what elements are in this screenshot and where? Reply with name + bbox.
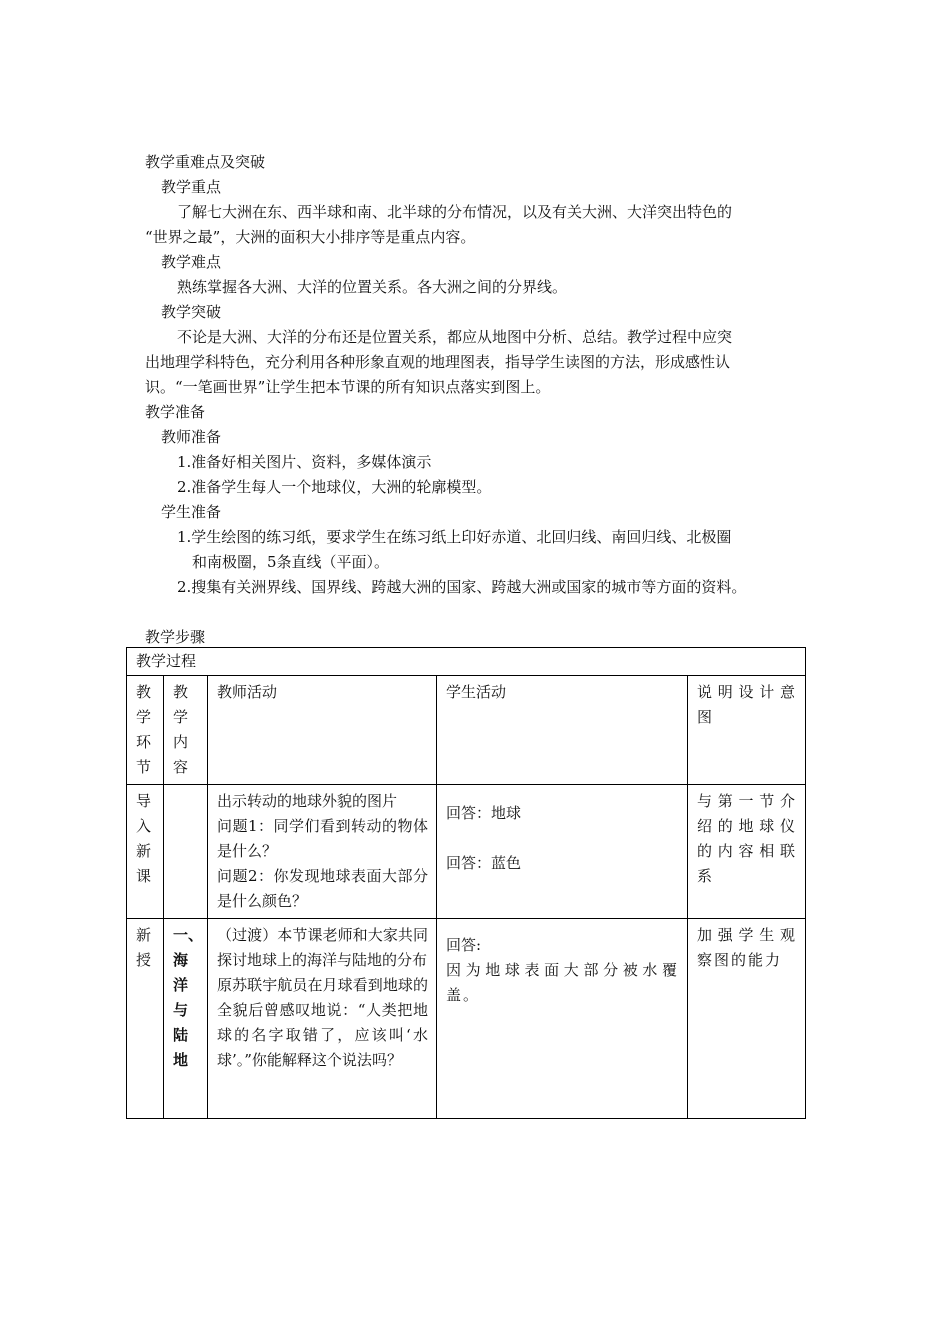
focus-text-line-2: “世界之最”，大洲的面积大小排序等是重点内容。: [145, 228, 476, 246]
table-header-row: [127, 676, 806, 785]
heading-breakthrough: 教学突破: [161, 303, 222, 321]
heading-student-prep: 学生准备: [161, 503, 222, 521]
row1-student-answer-1: 回答：地球: [446, 804, 522, 822]
row2-student-answer-label: 回答:: [446, 936, 482, 954]
breakthrough-text-line-1: 不论是大洲、大洋的分布还是位置关系，都应从地图中分析、总结。教学过程中应突: [177, 328, 733, 346]
breakthrough-text-line-3: 识。“一笔画世界”让学生把本节课的所有知识点落实到图上。: [145, 378, 551, 396]
row1-student-activity: [437, 785, 688, 919]
lesson-steps-table: [126, 647, 806, 1119]
focus-text-line-1: 了解七大洲在东、西半球和南、北半球的分布情况，以及有关大洲、大洋突出特色的: [177, 203, 733, 221]
header-content: 教学内容: [164, 676, 208, 785]
table-row: [127, 785, 806, 919]
header-design-intent: 说明设计意图: [688, 676, 806, 785]
table-title-row: [127, 648, 806, 676]
student-prep-item-1-line-2: 和南极圈，5条直线（平面）。: [192, 553, 390, 571]
difficulty-text: 熟练掌握各大洲、大洋的位置关系。各大洲之间的分界线。: [177, 278, 568, 296]
row1-student-answer-2: 回答：蓝色: [446, 854, 522, 872]
student-prep-item-2: 2.搜集有关洲界线、国界线、跨越大洲的国家、跨越大洲或国家的城市等方面的资料。: [177, 578, 747, 596]
heading-key-points: 教学重难点及突破: [145, 153, 266, 171]
breakthrough-text-line-2: 出地理学科特色，充分利用各种形象直观的地理图表，指导学生读图的方法，形成感性认: [145, 353, 731, 371]
teacher-prep-item-2: 2.准备学生每人一个地球仪，大洲的轮廓模型。: [177, 478, 492, 496]
row2-student-answer: 因为地球表面大部分被水覆盖。: [446, 961, 679, 1004]
student-prep-item-1-line-1: 1.学生绘图的练习纸，要求学生在练习纸上印好赤道、北回归线、南回归线、北极圈: [177, 528, 732, 546]
row2-teacher-activity: （过渡）本节课老师和大家共同探讨地球上的海洋与陆地的分布 原苏联宇航员在月球看到地球的全貌后曾感叹地说：“人类把地球的名字取错了，应该叫‘水球’。”你能解释这个说法吗？: [208, 919, 437, 1119]
row2-student-activity: [437, 919, 688, 1119]
table-row: [127, 919, 806, 1119]
heading-focus: 教学重点: [161, 178, 222, 196]
row1-stage: 导入新课: [127, 785, 164, 919]
row2-design-intent: 加强学生观察图的能力: [688, 919, 806, 1119]
row2-stage: 新授: [127, 919, 164, 1119]
heading-steps: 教学步骤: [145, 628, 206, 646]
header-stage: 教学环节: [127, 676, 164, 785]
heading-preparation: 教学准备: [145, 403, 206, 421]
row2-content: 一、海洋与陆地: [164, 919, 208, 1119]
row1-content: [164, 785, 208, 919]
heading-difficulty: 教学难点: [161, 253, 222, 271]
table-title: 教学过程: [127, 648, 806, 676]
row1-teacher-activity: 出示转动的地球外貌的图片 问题1：同学们看到转动的物体是什么？ 问题2：你发现地球表面大部分是什么颜色？: [208, 785, 437, 919]
teacher-prep-item-1: 1.准备好相关图片、资料，多媒体演示: [177, 453, 432, 471]
row1-design-intent: 与第一节介绍的地球仪的内容相联系: [688, 785, 806, 919]
header-teacher-activity: 教师活动: [208, 676, 437, 785]
heading-teacher-prep: 教师准备: [161, 428, 222, 446]
header-student-activity: 学生活动: [437, 676, 688, 785]
